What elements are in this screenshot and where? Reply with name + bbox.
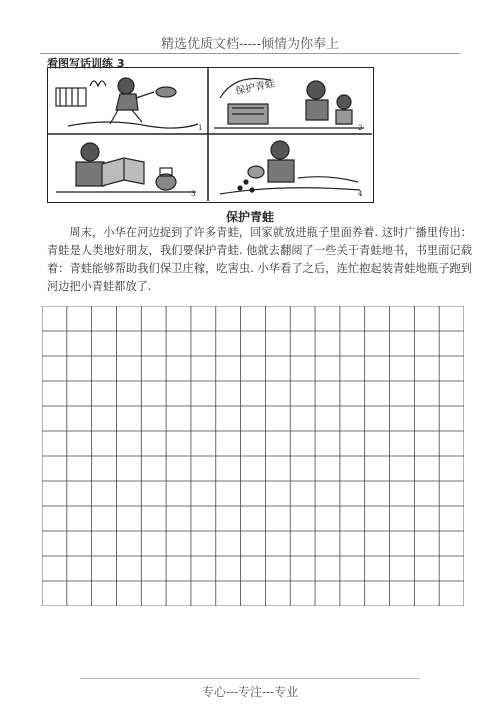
radio-sign-text: 保护青蛙: [234, 78, 277, 98]
panel-1-drawing: [56, 78, 198, 128]
panel-number: 2: [358, 124, 363, 132]
panel-number: 1: [198, 124, 203, 132]
writing-grid[interactable]: [42, 306, 464, 606]
page-footer: 专心---专注---专业: [201, 685, 299, 699]
panel-number: 3: [191, 190, 196, 198]
panel-4-drawing: [220, 141, 360, 194]
header-divider: [40, 53, 460, 54]
panel-number: 4: [358, 190, 363, 198]
story-title: 保护青蛙: [225, 210, 274, 224]
page-header: 精选优质文档-----倾情为你奉上: [161, 37, 339, 52]
panel-3-drawing: [56, 143, 196, 192]
story-body: 周末，小华在河边捉到了许多青蛙，回家就放进瓶子里面养着. 这时广播里传出：青蛙是人类地好朋友，我们要保护青蛙. 他就去翻阅了一些关于青蛙地书，书里面记载着：青蛙能够帮助我们保卫庄稼，吃害虫. 小华看了之后，连忙抱起装青蛙地瓶子跑到河边把小青蛙都放了.: [47, 226, 472, 293]
comic-illustration: [48, 68, 372, 201]
footer-divider: [80, 678, 420, 679]
section-label: 看图写话训练 3: [47, 57, 125, 70]
comic-strip: [47, 67, 374, 203]
